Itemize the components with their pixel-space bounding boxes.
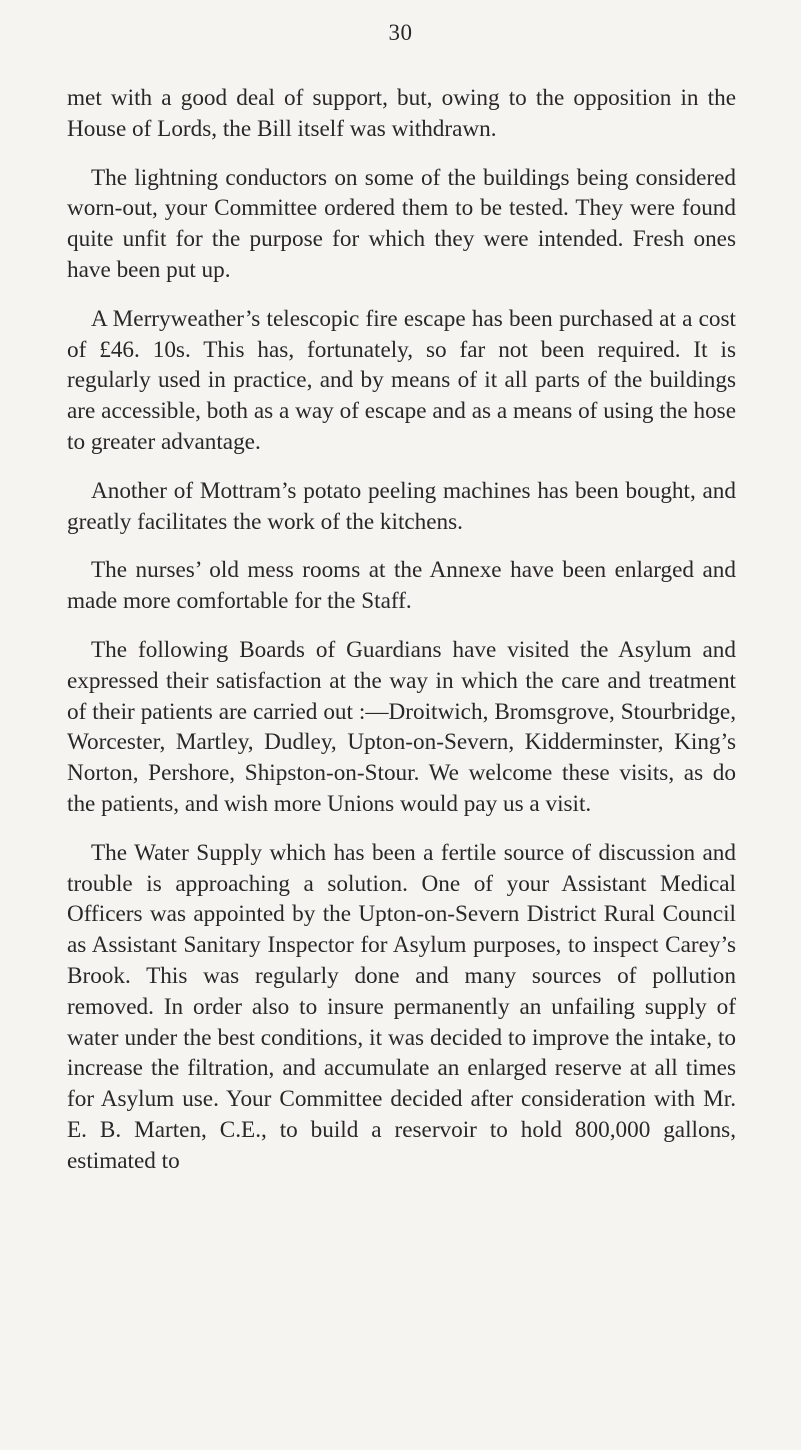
body-text (67, 83, 736, 1195)
page-number: 30 (388, 20, 413, 45)
paragraph-water-supply: The Water Supply which has been a fertile source of discussion and trouble is approaching a solution. One of your Assistant Medical Officers was appointed by the Upton-on-Severn District Rural Council as Assistant Sanitary Inspector for Asylum purposes, to inspect Carey’s Brook. This was regularly done and many sources of pollution removed. In order also to insure permanently an unfailing supply of water under the best conditions, it was decided to improve the intake, to increase the filtration, and accumulate an enlarged reserve at all times for Asylum use. Your Committee decided after consideration with Mr. E. B. Marten, C.E., to build a reservoir to hold 800,000 gallons, estimated to (67, 839, 736, 1174)
paragraph-fire-escape: A Merryweather’s telescopic fire escape has been purchased at a cost of £46. 10s. This has, fortunately, so far not been required. It is regularly used in practice, and by means of it all parts of the buildings are accessible, both as a way of escape and as a means of using the hose to greater advantage. (67, 305, 736, 455)
paragraph-lightning-conductors: The lightning conductors on some of the buildings being considered worn-out, your Committee ordered them to be tested. They were found quite unfit for the purpose for which they were intended. Fresh ones have been put up. (67, 164, 736, 283)
paragraph-mess-rooms: The nurses’ old mess rooms at the Annexe have been enlarged and made more comfortable for the Staff. (67, 557, 736, 615)
paragraph-bill-withdrawn: met with a good deal of support, but, owing to the opposition in the House of Lords, the Bill itself was withdrawn. (67, 85, 736, 142)
paragraph-potato-peeling: Another of Mottram’s potato peeling machines has been bought, and greatly facilitates the work of the kitchens. (67, 477, 736, 535)
paragraph-boards-of-guardians: The following Boards of Guardians have visited the Asylum and expressed their satisfaction at the way in which the care and treatment of their patients are carried out :—Droitwich, Bromsgrove, Stourbridge, Worcester, Martley, Dudley, Upton-on-Severn, Kidderminster, King’s Norton, Pershore, Shipston-on-Stour. We welcome these visits, as do the patients, and wish more Unions would pay us a visit. (67, 636, 736, 817)
